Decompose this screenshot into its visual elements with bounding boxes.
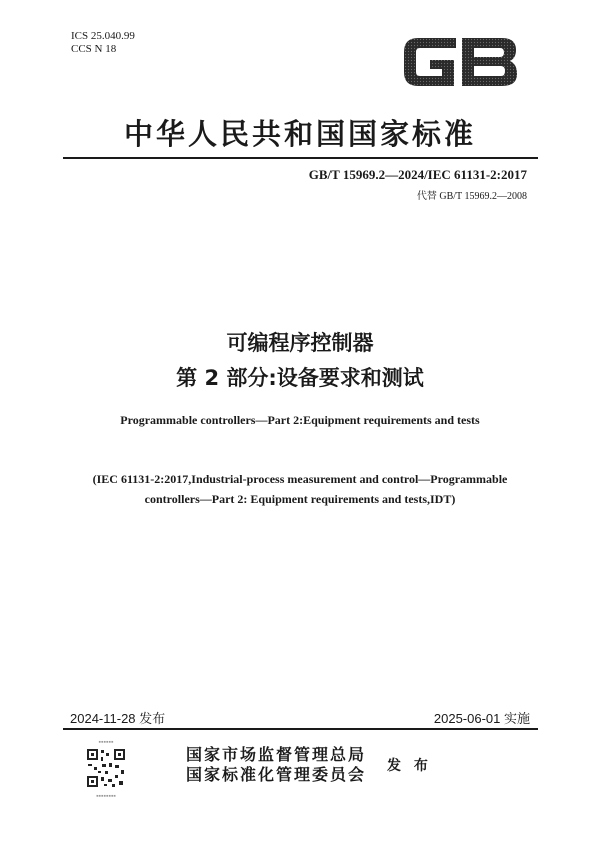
qr-code-icon[interactable] bbox=[86, 748, 126, 788]
title-cn-line1: 可编程序控制器 bbox=[226, 331, 374, 355]
issuer-block bbox=[186, 745, 366, 785]
issuer-line1: 国家市场监督管理总局 bbox=[186, 745, 367, 764]
issuer-line2: 国家标准化管理委员会 bbox=[186, 765, 367, 784]
issue-date: 2024-11-28 发布 bbox=[70, 711, 166, 726]
title-en: Programmable controllers—Part 2:Equipment requirements and tests bbox=[120, 413, 480, 427]
ics-code: ICS 25.040.99 bbox=[71, 30, 135, 42]
replaces-note: 代替 GB/T 15969.2—2008 bbox=[416, 191, 527, 202]
footer-rule bbox=[63, 728, 538, 730]
header-rule bbox=[63, 157, 538, 159]
standard-name: 中华人民共和国国家标准 bbox=[123, 117, 476, 151]
title-cn-line2: 第 2 部分:设备要求和测试 bbox=[176, 366, 424, 390]
standard-number: GB/T 15969.2—2024/IEC 61131-2:2017 bbox=[308, 167, 527, 182]
classification-codes bbox=[71, 30, 135, 56]
idt-line2: controllers—Part 2: Equipment requirements and tests,IDT) bbox=[144, 492, 456, 506]
publish-label: 发 布 bbox=[387, 758, 432, 774]
implement-date: 2025-06-01 实施 bbox=[433, 711, 530, 726]
qr-caption-top: ▪▪▪▪▪▪ bbox=[98, 739, 114, 746]
qr-caption-bottom: ▪▪▪▪▪▪▪▪ bbox=[96, 793, 116, 800]
idt-line1: (IEC 61131-2:2017,Industrial-process measurement and control—Programmable bbox=[92, 472, 508, 486]
ccs-code: CCS N 18 bbox=[71, 43, 117, 55]
gb-logo-icon bbox=[398, 32, 522, 92]
